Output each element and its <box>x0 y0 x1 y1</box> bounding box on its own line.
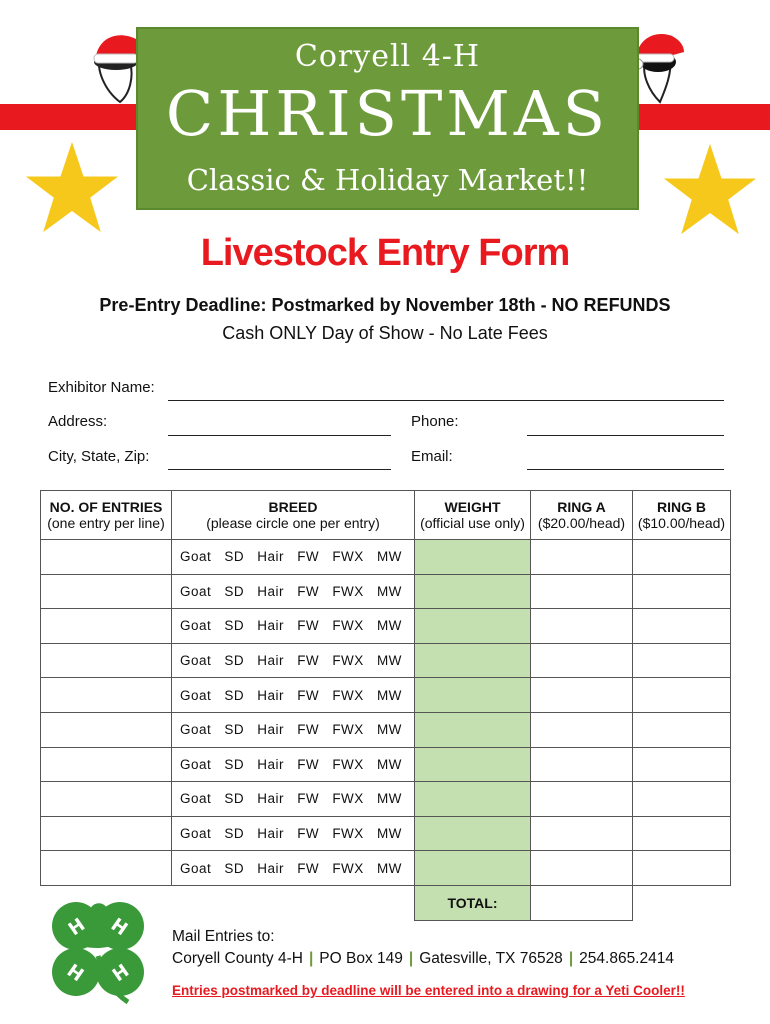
breed-option[interactable]: Goat <box>180 826 212 842</box>
ring-b-cell[interactable] <box>633 643 731 678</box>
banner-subtitle: Classic & Holiday Market!! <box>186 163 589 197</box>
breed-option[interactable]: SD <box>224 826 245 842</box>
breed-option[interactable]: FWX <box>332 791 364 807</box>
breed-option[interactable]: SD <box>224 618 245 634</box>
svg-text:H: H <box>106 914 132 941</box>
breed-option[interactable]: FWX <box>332 826 364 842</box>
breed-option[interactable]: FW <box>297 583 320 599</box>
table-row <box>41 782 731 817</box>
breed-option[interactable]: FW <box>297 722 320 738</box>
breed-option[interactable]: Goat <box>180 583 212 599</box>
breed-option[interactable]: FW <box>297 756 320 772</box>
breed-option[interactable]: MW <box>376 653 402 669</box>
breed-option[interactable]: SD <box>224 549 245 565</box>
weight-cell <box>415 609 531 644</box>
breed-option[interactable]: Goat <box>180 549 212 565</box>
header-entries: NO. OF ENTRIES <box>41 491 172 516</box>
breed-option[interactable]: Hair <box>257 549 285 565</box>
breed-option[interactable]: MW <box>376 687 402 703</box>
mailing-address <box>172 950 674 968</box>
breed-option[interactable]: FW <box>297 653 320 669</box>
breed-option[interactable]: FW <box>297 791 320 807</box>
ring-b-cell[interactable] <box>633 782 731 817</box>
exhibitor-name-field[interactable] <box>168 400 724 401</box>
breed-option[interactable]: FWX <box>332 756 364 772</box>
breed-option[interactable]: Hair <box>257 722 285 738</box>
breed-option[interactable]: MW <box>376 756 402 772</box>
four-h-clover-logo <box>42 896 152 1008</box>
breed-cell <box>172 609 415 644</box>
weight-cell <box>415 678 531 713</box>
entry-count-cell[interactable] <box>41 678 172 713</box>
deadline-note: Pre-Entry Deadline: Postmarked by November 18th - NO REFUNDS <box>99 295 671 315</box>
total-ring-a-cell[interactable] <box>531 885 633 920</box>
breed-option[interactable]: Hair <box>257 756 285 772</box>
breed-option[interactable]: FW <box>297 618 320 634</box>
ring-b-cell[interactable] <box>633 678 731 713</box>
table-row <box>41 574 731 609</box>
header-weight: WEIGHT <box>415 491 531 516</box>
ring-b-cell[interactable] <box>633 609 731 644</box>
breed-option[interactable]: SD <box>224 860 245 876</box>
breed-option[interactable]: Hair <box>257 653 285 669</box>
breed-option[interactable]: SD <box>224 687 245 703</box>
weight-cell <box>415 816 531 851</box>
breed-cell <box>172 782 415 817</box>
svg-text:H: H <box>108 960 134 987</box>
ring-a-cell[interactable] <box>531 540 633 575</box>
breed-option[interactable]: FWX <box>332 860 364 876</box>
breed-option[interactable]: SD <box>224 756 245 772</box>
entry-count-cell[interactable] <box>41 540 172 575</box>
city-state-zip-field[interactable] <box>168 469 391 470</box>
svg-text:H: H <box>62 960 88 987</box>
table-row <box>41 851 731 886</box>
total-label: TOTAL: <box>415 885 531 920</box>
weight-cell <box>415 712 531 747</box>
separator: | <box>408 950 414 967</box>
breed-option[interactable]: FWX <box>332 549 364 565</box>
table-row <box>41 816 731 851</box>
header-breed-sub: (please circle one per entry) <box>172 515 415 540</box>
phone-field[interactable] <box>527 435 724 436</box>
ring-a-cell[interactable] <box>531 643 633 678</box>
breed-option[interactable]: FW <box>297 687 320 703</box>
breed-option[interactable]: SD <box>224 791 245 807</box>
header-weight-sub: (official use only) <box>415 515 531 540</box>
mail-city: Gatesville, TX 76528 <box>419 950 563 967</box>
cash-note: Cash ONLY Day of Show - No Late Fees <box>222 323 548 343</box>
breed-option[interactable]: Hair <box>257 583 285 599</box>
ring-b-cell[interactable] <box>633 851 731 886</box>
breed-cell <box>172 747 415 782</box>
breed-cell <box>172 574 415 609</box>
breed-option[interactable]: FWX <box>332 722 364 738</box>
breed-option[interactable]: SD <box>224 722 245 738</box>
breed-cell <box>172 851 415 886</box>
header-entries-sub: (one entry per line) <box>41 515 172 540</box>
separator: | <box>308 950 314 967</box>
header-ring-b: RING B <box>633 491 731 516</box>
red-ribbon-right <box>639 104 770 130</box>
form-title: Livestock Entry Form <box>200 232 570 274</box>
breed-cell <box>172 540 415 575</box>
table-row <box>41 712 731 747</box>
address-field[interactable] <box>168 435 391 436</box>
ring-a-cell[interactable] <box>531 609 633 644</box>
breed-option[interactable]: FWX <box>332 653 364 669</box>
breed-option[interactable]: MW <box>376 618 402 634</box>
ring-a-cell[interactable] <box>531 747 633 782</box>
weight-cell <box>415 747 531 782</box>
entry-count-cell[interactable] <box>41 643 172 678</box>
address-label: Address: <box>48 413 108 430</box>
ring-a-cell[interactable] <box>531 574 633 609</box>
email-field[interactable] <box>527 469 724 470</box>
breed-option[interactable]: FW <box>297 860 320 876</box>
entry-count-cell[interactable] <box>41 609 172 644</box>
breed-option[interactable]: Goat <box>180 618 212 634</box>
breed-cell <box>172 678 415 713</box>
breed-cell <box>172 643 415 678</box>
banner-org: Coryell 4-H <box>294 39 481 74</box>
breed-option[interactable]: FWX <box>332 687 364 703</box>
entry-count-cell[interactable] <box>41 851 172 886</box>
exhibitor-name-label: Exhibitor Name: <box>48 379 155 396</box>
breed-option[interactable]: Goat <box>180 653 212 669</box>
phone-label: Phone: <box>411 413 459 430</box>
breed-option[interactable]: MW <box>376 722 402 738</box>
breed-cell <box>172 816 415 851</box>
breed-option[interactable]: FWX <box>332 583 364 599</box>
breed-option[interactable]: Hair <box>257 826 285 842</box>
breed-option[interactable]: MW <box>376 860 402 876</box>
header-ring-a-sub: ($20.00/head) <box>531 515 633 540</box>
weight-cell <box>415 643 531 678</box>
ring-b-cell[interactable] <box>633 712 731 747</box>
weight-cell <box>415 540 531 575</box>
star-icon <box>24 140 120 236</box>
breed-option[interactable]: Goat <box>180 756 212 772</box>
ring-a-cell[interactable] <box>531 678 633 713</box>
ring-b-cell[interactable] <box>633 747 731 782</box>
yeti-drawing-note: Entries postmarked by deadline will be entered into a drawing for a Yeti Cooler!! <box>172 983 685 998</box>
entry-table <box>40 490 731 921</box>
breed-option[interactable]: Goat <box>180 687 212 703</box>
breed-option[interactable]: Goat <box>180 860 212 876</box>
breed-option[interactable]: MW <box>376 826 402 842</box>
weight-cell <box>415 574 531 609</box>
mail-po-box: PO Box 149 <box>319 950 403 967</box>
breed-option[interactable]: Hair <box>257 791 285 807</box>
table-row <box>41 678 731 713</box>
ring-b-cell[interactable] <box>633 540 731 575</box>
breed-option[interactable]: Hair <box>257 860 285 876</box>
entry-count-cell[interactable] <box>41 782 172 817</box>
ring-b-cell[interactable] <box>633 574 731 609</box>
breed-option[interactable]: MW <box>376 549 402 565</box>
weight-cell <box>415 851 531 886</box>
table-row <box>41 540 731 575</box>
entry-count-cell[interactable] <box>41 712 172 747</box>
breed-option[interactable]: SD <box>224 653 245 669</box>
ring-a-cell[interactable] <box>531 712 633 747</box>
table-row <box>41 609 731 644</box>
breed-option[interactable]: SD <box>224 583 245 599</box>
breed-option[interactable]: MW <box>376 583 402 599</box>
ring-b-cell[interactable] <box>633 816 731 851</box>
banner-christmas: CHRISTMAS <box>165 77 610 150</box>
entry-count-cell[interactable] <box>41 574 172 609</box>
red-ribbon-left <box>0 104 138 130</box>
entry-count-cell[interactable] <box>41 816 172 851</box>
weight-cell <box>415 782 531 817</box>
city-state-zip-label: City, State, Zip: <box>48 448 150 465</box>
star-icon <box>662 142 758 238</box>
ring-a-cell[interactable] <box>531 851 633 886</box>
breed-option[interactable]: FW <box>297 549 320 565</box>
email-label: Email: <box>411 448 453 465</box>
mail-org: Coryell County 4-H <box>172 950 303 967</box>
ring-a-cell[interactable] <box>531 816 633 851</box>
separator: | <box>568 950 574 967</box>
table-row <box>41 643 731 678</box>
mail-phone: 254.865.2414 <box>579 950 674 967</box>
breed-option[interactable]: FWX <box>332 618 364 634</box>
breed-option[interactable]: Goat <box>180 791 212 807</box>
header-ring-b-sub: ($10.00/head) <box>633 515 731 540</box>
breed-cell <box>172 712 415 747</box>
header-breed: BREED <box>172 491 415 516</box>
mail-heading: Mail Entries to: <box>172 928 275 945</box>
breed-option[interactable]: Hair <box>257 687 285 703</box>
empty-cell <box>633 885 731 920</box>
ring-a-cell[interactable] <box>531 782 633 817</box>
breed-option[interactable]: Hair <box>257 618 285 634</box>
breed-option[interactable]: FW <box>297 826 320 842</box>
breed-option[interactable]: MW <box>376 791 402 807</box>
svg-text:H: H <box>64 914 90 941</box>
table-row <box>41 747 731 782</box>
event-banner <box>136 27 639 210</box>
header-ring-a: RING A <box>531 491 633 516</box>
breed-option[interactable]: Goat <box>180 722 212 738</box>
entry-count-cell[interactable] <box>41 747 172 782</box>
